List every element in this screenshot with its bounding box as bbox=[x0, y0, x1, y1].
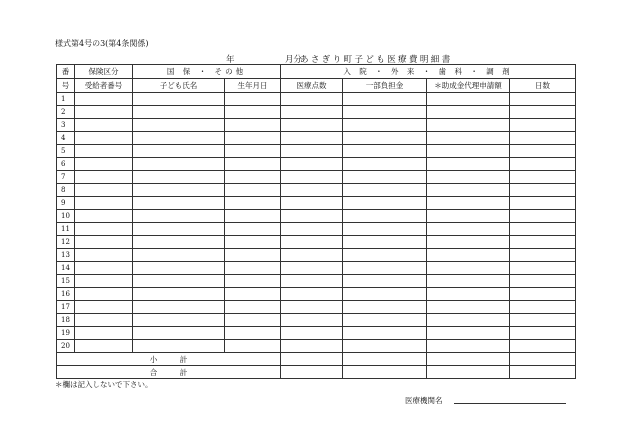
subsidy-proxy-amount-cell[interactable] bbox=[427, 288, 510, 301]
medical-points-cell[interactable] bbox=[281, 132, 343, 145]
table-row bbox=[57, 171, 576, 184]
medical-points-cell[interactable] bbox=[281, 262, 343, 275]
table-row bbox=[57, 93, 576, 106]
child-name-cell[interactable] bbox=[133, 288, 225, 301]
row-number: 15 bbox=[57, 275, 75, 288]
insurance-class-header: 保険区分 bbox=[75, 65, 133, 79]
days-cell[interactable] bbox=[510, 288, 576, 301]
child-name-cell[interactable] bbox=[133, 236, 225, 249]
number-header-bottom: 号 bbox=[57, 79, 75, 93]
recipient-number-cell[interactable] bbox=[75, 132, 133, 145]
medical-points-cell[interactable] bbox=[281, 184, 343, 197]
copayment-cell[interactable] bbox=[343, 249, 427, 262]
number-header-top: 番 bbox=[57, 65, 75, 79]
table-row bbox=[57, 236, 576, 249]
row-number: 5 bbox=[57, 145, 75, 158]
total-row bbox=[57, 366, 576, 379]
birth-date-cell[interactable] bbox=[225, 223, 281, 236]
child-name-cell[interactable] bbox=[133, 184, 225, 197]
recipient-number-cell[interactable] bbox=[75, 340, 133, 353]
table-row bbox=[57, 145, 576, 158]
row-number: 12 bbox=[57, 236, 75, 249]
medical-points-cell[interactable] bbox=[281, 119, 343, 132]
recipient-number-cell[interactable] bbox=[75, 106, 133, 119]
child-name-cell[interactable] bbox=[133, 249, 225, 262]
subsidy-proxy-amount-cell[interactable] bbox=[427, 340, 510, 353]
child-name-cell[interactable] bbox=[133, 262, 225, 275]
copayment-cell[interactable] bbox=[343, 236, 427, 249]
medical-points-cell[interactable] bbox=[281, 210, 343, 223]
days-cell[interactable] bbox=[510, 184, 576, 197]
row-number: 11 bbox=[57, 223, 75, 236]
medical-points-cell[interactable] bbox=[281, 171, 343, 184]
row-number: 16 bbox=[57, 288, 75, 301]
child-name-cell[interactable] bbox=[133, 340, 225, 353]
medical-points-cell[interactable] bbox=[281, 288, 343, 301]
recipient-number-cell[interactable] bbox=[75, 327, 133, 340]
birth-date-cell[interactable] bbox=[225, 145, 281, 158]
days-cell[interactable] bbox=[510, 132, 576, 145]
medical-points-cell[interactable] bbox=[281, 197, 343, 210]
copayment-cell[interactable] bbox=[343, 210, 427, 223]
copayment-cell[interactable] bbox=[343, 223, 427, 236]
days-cell[interactable] bbox=[510, 314, 576, 327]
days-cell[interactable] bbox=[510, 236, 576, 249]
facility-name-label: 医療機関名 bbox=[405, 396, 443, 405]
copayment-cell[interactable] bbox=[343, 184, 427, 197]
recipient-number-cell[interactable] bbox=[75, 171, 133, 184]
days-cell[interactable] bbox=[510, 171, 576, 184]
row-number: 7 bbox=[57, 171, 75, 184]
copayment-cell[interactable] bbox=[343, 327, 427, 340]
recipient-number-cell[interactable] bbox=[75, 301, 133, 314]
copayment-cell[interactable] bbox=[343, 275, 427, 288]
table-row bbox=[57, 106, 576, 119]
birth-date-cell[interactable] bbox=[225, 301, 281, 314]
subtotal-copayment-cell[interactable] bbox=[343, 353, 427, 366]
days-cell[interactable] bbox=[510, 158, 576, 171]
days-header: 日数 bbox=[510, 79, 576, 93]
medical-points-cell[interactable] bbox=[281, 327, 343, 340]
child-name-cell[interactable] bbox=[133, 327, 225, 340]
subsidy-proxy-amount-header: ＊助成金代理申請額 bbox=[427, 79, 510, 93]
copayment-cell[interactable] bbox=[343, 340, 427, 353]
care-category-header: 入 院 ・ 外 来 ・ 歯 科 ・ 調 剤 bbox=[281, 65, 576, 79]
row-number: 3 bbox=[57, 119, 75, 132]
birth-date-cell[interactable] bbox=[225, 262, 281, 275]
recipient-number-cell[interactable] bbox=[75, 262, 133, 275]
subtotal-row bbox=[57, 353, 576, 366]
month-label: 月分 bbox=[285, 55, 303, 65]
recipient-number-cell[interactable] bbox=[75, 249, 133, 262]
child-name-cell[interactable] bbox=[133, 132, 225, 145]
subsidy-proxy-amount-cell[interactable] bbox=[427, 275, 510, 288]
facility-name-field[interactable] bbox=[454, 403, 566, 404]
subsidy-proxy-amount-cell[interactable] bbox=[427, 210, 510, 223]
days-cell[interactable] bbox=[510, 197, 576, 210]
insurer-category-header: 国 保 ・ その他 bbox=[133, 65, 281, 79]
table-row bbox=[57, 314, 576, 327]
copayment-cell[interactable] bbox=[343, 93, 427, 106]
recipient-number-cell[interactable] bbox=[75, 314, 133, 327]
table-row bbox=[57, 327, 576, 340]
child-name-header: 子ども氏名 bbox=[133, 79, 225, 93]
copayment-cell[interactable] bbox=[343, 197, 427, 210]
medical-points-cell[interactable] bbox=[281, 93, 343, 106]
copayment-cell[interactable] bbox=[343, 171, 427, 184]
row-number: 8 bbox=[57, 184, 75, 197]
days-cell[interactable] bbox=[510, 249, 576, 262]
days-cell[interactable] bbox=[510, 119, 576, 132]
medical-points-cell[interactable] bbox=[281, 301, 343, 314]
subtotal-days-cell[interactable] bbox=[510, 353, 576, 366]
days-cell[interactable] bbox=[510, 223, 576, 236]
recipient-number-cell[interactable] bbox=[75, 236, 133, 249]
total-subsidy-cell[interactable] bbox=[427, 366, 510, 379]
statement-table bbox=[56, 64, 576, 379]
child-name-cell[interactable] bbox=[133, 145, 225, 158]
note-text: ＊欄は記入しないで下さい。 bbox=[55, 380, 153, 389]
table-row bbox=[57, 158, 576, 171]
birth-date-cell[interactable] bbox=[225, 249, 281, 262]
row-number: 18 bbox=[57, 314, 75, 327]
table-row bbox=[57, 197, 576, 210]
subsidy-proxy-amount-cell[interactable] bbox=[427, 301, 510, 314]
subsidy-proxy-amount-cell[interactable] bbox=[427, 262, 510, 275]
table-row bbox=[57, 275, 576, 288]
birth-date-cell[interactable] bbox=[225, 93, 281, 106]
recipient-number-cell[interactable] bbox=[75, 184, 133, 197]
total-label: 合 計 bbox=[57, 366, 281, 379]
copayment-cell[interactable] bbox=[343, 158, 427, 171]
child-name-cell[interactable] bbox=[133, 223, 225, 236]
birth-date-header: 生年月日 bbox=[225, 79, 281, 93]
subsidy-proxy-amount-cell[interactable] bbox=[427, 314, 510, 327]
row-number: 4 bbox=[57, 132, 75, 145]
header-row-2 bbox=[57, 79, 576, 93]
recipient-number-cell[interactable] bbox=[75, 288, 133, 301]
recipient-number-cell[interactable] bbox=[75, 158, 133, 171]
medical-points-cell[interactable] bbox=[281, 223, 343, 236]
copayment-cell[interactable] bbox=[343, 132, 427, 145]
birth-date-cell[interactable] bbox=[225, 275, 281, 288]
recipient-number-cell[interactable] bbox=[75, 197, 133, 210]
birth-date-cell[interactable] bbox=[225, 132, 281, 145]
medical-points-cell[interactable] bbox=[281, 314, 343, 327]
medical-points-cell[interactable] bbox=[281, 249, 343, 262]
child-name-cell[interactable] bbox=[133, 171, 225, 184]
birth-date-cell[interactable] bbox=[225, 197, 281, 210]
form-number: 様式第4号の3(第4条関係) bbox=[55, 39, 149, 48]
days-cell[interactable] bbox=[510, 106, 576, 119]
medical-points-header: 医療点数 bbox=[281, 79, 343, 93]
medical-points-cell[interactable] bbox=[281, 106, 343, 119]
recipient-number-header: 受給者番号 bbox=[75, 79, 133, 93]
birth-date-cell[interactable] bbox=[225, 171, 281, 184]
recipient-number-cell[interactable] bbox=[75, 93, 133, 106]
copayment-cell[interactable] bbox=[343, 288, 427, 301]
row-number: 20 bbox=[57, 340, 75, 353]
subtotal-label: 小 計 bbox=[57, 353, 281, 366]
days-cell[interactable] bbox=[510, 210, 576, 223]
subsidy-proxy-amount-cell[interactable] bbox=[427, 327, 510, 340]
child-name-cell[interactable] bbox=[133, 106, 225, 119]
table-row bbox=[57, 132, 576, 145]
birth-date-cell[interactable] bbox=[225, 327, 281, 340]
birth-date-cell[interactable] bbox=[225, 340, 281, 353]
days-cell[interactable] bbox=[510, 275, 576, 288]
row-number: 1 bbox=[57, 93, 75, 106]
subsidy-proxy-amount-cell[interactable] bbox=[427, 158, 510, 171]
row-number: 2 bbox=[57, 106, 75, 119]
recipient-number-cell[interactable] bbox=[75, 223, 133, 236]
subsidy-proxy-amount-cell[interactable] bbox=[427, 145, 510, 158]
year-label: 年 bbox=[226, 55, 235, 65]
copayment-cell[interactable] bbox=[343, 314, 427, 327]
table-row bbox=[57, 340, 576, 353]
recipient-number-cell[interactable] bbox=[75, 275, 133, 288]
table-row bbox=[57, 119, 576, 132]
child-name-cell[interactable] bbox=[133, 314, 225, 327]
subsidy-proxy-amount-cell[interactable] bbox=[427, 184, 510, 197]
medical-points-cell[interactable] bbox=[281, 275, 343, 288]
medical-points-cell[interactable] bbox=[281, 158, 343, 171]
subtotal-subsidy-cell[interactable] bbox=[427, 353, 510, 366]
subsidy-proxy-amount-cell[interactable] bbox=[427, 106, 510, 119]
row-number: 6 bbox=[57, 158, 75, 171]
days-cell[interactable] bbox=[510, 327, 576, 340]
medical-points-cell[interactable] bbox=[281, 340, 343, 353]
row-number: 14 bbox=[57, 262, 75, 275]
recipient-number-cell[interactable] bbox=[75, 119, 133, 132]
child-name-cell[interactable] bbox=[133, 93, 225, 106]
form-title: あさぎり町子ども医療費明細書 bbox=[300, 55, 453, 65]
subsidy-proxy-amount-cell[interactable] bbox=[427, 197, 510, 210]
recipient-number-cell[interactable] bbox=[75, 145, 133, 158]
subsidy-proxy-amount-cell[interactable] bbox=[427, 171, 510, 184]
copayment-cell[interactable] bbox=[343, 301, 427, 314]
header-row-1 bbox=[57, 65, 576, 79]
table-row bbox=[57, 262, 576, 275]
copayment-cell[interactable] bbox=[343, 106, 427, 119]
total-points-cell[interactable] bbox=[281, 366, 343, 379]
table-row bbox=[57, 288, 576, 301]
table-row bbox=[57, 301, 576, 314]
birth-date-cell[interactable] bbox=[225, 106, 281, 119]
days-cell[interactable] bbox=[510, 145, 576, 158]
table-row bbox=[57, 210, 576, 223]
row-number: 10 bbox=[57, 210, 75, 223]
row-number: 13 bbox=[57, 249, 75, 262]
days-cell[interactable] bbox=[510, 301, 576, 314]
recipient-number-cell[interactable] bbox=[75, 210, 133, 223]
table-row bbox=[57, 249, 576, 262]
birth-date-cell[interactable] bbox=[225, 236, 281, 249]
birth-date-cell[interactable] bbox=[225, 158, 281, 171]
child-name-cell[interactable] bbox=[133, 275, 225, 288]
subsidy-proxy-amount-cell[interactable] bbox=[427, 223, 510, 236]
total-days-cell[interactable] bbox=[510, 366, 576, 379]
copayment-header: 一部負担金 bbox=[343, 79, 427, 93]
birth-date-cell[interactable] bbox=[225, 288, 281, 301]
copayment-cell[interactable] bbox=[343, 262, 427, 275]
child-name-cell[interactable] bbox=[133, 197, 225, 210]
child-name-cell[interactable] bbox=[133, 210, 225, 223]
row-number: 19 bbox=[57, 327, 75, 340]
subsidy-proxy-amount-cell[interactable] bbox=[427, 93, 510, 106]
subsidy-proxy-amount-cell[interactable] bbox=[427, 132, 510, 145]
birth-date-cell[interactable] bbox=[225, 184, 281, 197]
medical-points-cell[interactable] bbox=[281, 145, 343, 158]
birth-date-cell[interactable] bbox=[225, 210, 281, 223]
birth-date-cell[interactable] bbox=[225, 119, 281, 132]
subsidy-proxy-amount-cell[interactable] bbox=[427, 236, 510, 249]
total-copayment-cell[interactable] bbox=[343, 366, 427, 379]
birth-date-cell[interactable] bbox=[225, 314, 281, 327]
subsidy-proxy-amount-cell[interactable] bbox=[427, 119, 510, 132]
child-name-cell[interactable] bbox=[133, 119, 225, 132]
child-name-cell[interactable] bbox=[133, 158, 225, 171]
days-cell[interactable] bbox=[510, 262, 576, 275]
subtotal-points-cell[interactable] bbox=[281, 353, 343, 366]
table-row bbox=[57, 223, 576, 236]
subsidy-proxy-amount-cell[interactable] bbox=[427, 249, 510, 262]
row-number: 17 bbox=[57, 301, 75, 314]
days-cell[interactable] bbox=[510, 340, 576, 353]
copayment-cell[interactable] bbox=[343, 119, 427, 132]
table-row bbox=[57, 184, 576, 197]
copayment-cell[interactable] bbox=[343, 145, 427, 158]
medical-points-cell[interactable] bbox=[281, 236, 343, 249]
child-name-cell[interactable] bbox=[133, 301, 225, 314]
days-cell[interactable] bbox=[510, 93, 576, 106]
row-number: 9 bbox=[57, 197, 75, 210]
